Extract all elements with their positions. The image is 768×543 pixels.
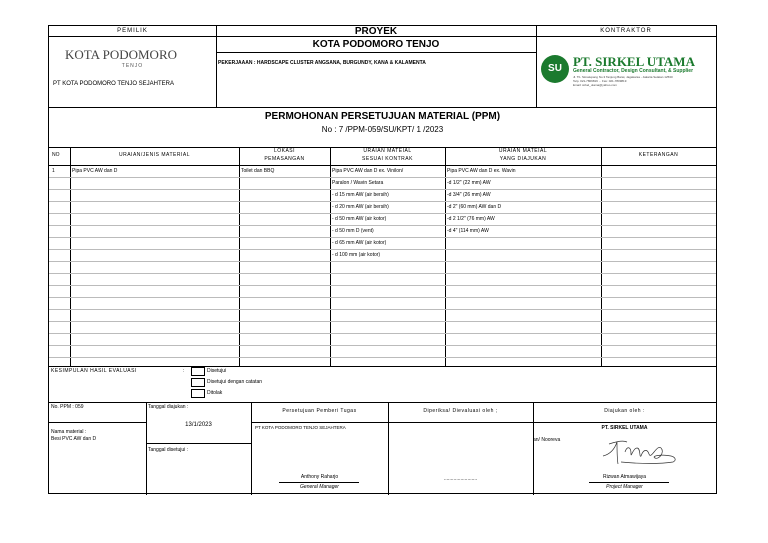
date-approved-label: Tanggal disetujui : bbox=[148, 447, 189, 453]
col-kontrak-line2: SESUAI KONTRAK bbox=[362, 156, 413, 162]
row-line bbox=[49, 309, 716, 310]
ppm-number: No. PPM : 059 bbox=[51, 404, 84, 410]
col-no: NO bbox=[52, 152, 60, 158]
table-row-diajukan: Pipa PVC AW dan D ex. Wavin bbox=[447, 168, 516, 174]
row-line bbox=[49, 225, 716, 226]
header-vline-1 bbox=[216, 26, 217, 107]
row-line bbox=[49, 357, 716, 358]
submitter-name: Rizwan Atmawijaya bbox=[602, 474, 647, 480]
row-line bbox=[49, 213, 716, 214]
table-row-kontrak: Paralon / Wavin Setara bbox=[332, 180, 384, 186]
table-bottom bbox=[49, 366, 716, 367]
footer-sign-divider bbox=[251, 422, 716, 423]
project-divider bbox=[216, 52, 536, 53]
checkbox-disetujui[interactable] bbox=[191, 367, 205, 376]
form-title: PERMOHONAN PERSETUJUAN MATERIAL (PPM) bbox=[264, 111, 501, 122]
row-line bbox=[49, 249, 716, 250]
contractor-name: PT. SIRKEL UTAMA bbox=[573, 54, 695, 69]
row-line bbox=[49, 345, 716, 346]
option-disetujui-catatan: Disetujui dengan catatan bbox=[207, 379, 263, 385]
option-ditolak: Ditolak bbox=[207, 390, 223, 396]
contractor-logo-mark: SU bbox=[548, 63, 562, 74]
table-row-kontrak: - d 15 mm AW (air bersih) bbox=[332, 192, 389, 198]
submitter-company: PT. SIRKEL UTAMA bbox=[601, 425, 648, 431]
table-row-kontrak: - d 50 mm D (vent) bbox=[332, 228, 374, 234]
footer-vline-4 bbox=[533, 402, 534, 495]
row-line bbox=[49, 333, 716, 334]
col-lokasi-line2: PEMASANGAN bbox=[264, 156, 305, 162]
contractor-email: Email: sirkel_utama@yahoo.com bbox=[573, 83, 617, 87]
table-row-kontrak: Pipa PVC AW dan D ex. Vinilon/ bbox=[332, 168, 404, 174]
col-diajukan-line1: URAIAN MATEIAL bbox=[498, 148, 548, 154]
material-value: Besi PVC AW dan D bbox=[51, 436, 97, 442]
table-row-kontrak: - d 100 mm (air kotor) bbox=[332, 252, 381, 258]
form-number: No : 7 /PPM-059/SU/KPT/ 1 /2023 bbox=[321, 125, 444, 134]
approver-title: General Manager bbox=[300, 484, 339, 490]
footer-vline-1 bbox=[146, 402, 147, 495]
col-lokasi-line1: LOKASI bbox=[273, 148, 296, 154]
col-diajukan-line2: YANG DIAJUKAN bbox=[499, 156, 547, 162]
evaluation-label: KESIMPULAN HASIL EVALUASI bbox=[51, 368, 137, 374]
contractor-address: Jl. Tb. Simatupang No.3 Tanjung Barat, Jagakarsa - Jakarta Selatan 12530 bbox=[573, 75, 673, 79]
date-submitted: 13/1/2023 bbox=[185, 422, 212, 428]
material-label: Nama material : bbox=[51, 429, 87, 435]
row-line bbox=[49, 261, 716, 262]
row-line bbox=[49, 321, 716, 322]
table-header-divider bbox=[49, 165, 716, 166]
checker-label: Diperiksa/ Dievaluasi oleh ; bbox=[423, 408, 498, 414]
submitter-title: Project Manager bbox=[606, 484, 643, 490]
contractor-tagline: General Contractor, Design Consultant, & Supplier bbox=[573, 68, 694, 74]
row-line bbox=[49, 285, 716, 286]
submitter-sign-line bbox=[589, 482, 669, 483]
row-line bbox=[49, 273, 716, 274]
contractor-label: KONTRAKTOR bbox=[600, 28, 652, 34]
project-name: KOTA PODOMORO TENJO bbox=[312, 39, 440, 50]
ppm-form bbox=[48, 25, 717, 494]
table-row-kontrak: - d 50 mm AW (air kotor) bbox=[332, 216, 387, 222]
checkbox-ditolak[interactable] bbox=[191, 389, 205, 398]
checkbox-disetujui-catatan[interactable] bbox=[191, 378, 205, 387]
header-bottom bbox=[49, 107, 716, 108]
footer-vline-2 bbox=[251, 402, 252, 495]
table-row-diajukan: -d 2" (60 mm) AW dan D bbox=[447, 204, 502, 210]
table-row-uraian: Pipa PVC AW dan D bbox=[72, 168, 118, 174]
owner-company: PT KOTA PODOMORO TENJO SEJAHTERA bbox=[53, 81, 175, 87]
footer-left-divider bbox=[49, 422, 146, 423]
checker-side-note: an/ Nooreva bbox=[533, 437, 561, 443]
table-row-kontrak: - d 20 mm AW (air bersih) bbox=[332, 204, 389, 210]
approver-label: Persetujuan Pemberi Tugas bbox=[282, 408, 357, 414]
approver-name: Anthony Raharjo bbox=[300, 474, 339, 480]
row-line bbox=[49, 189, 716, 190]
project-label: PROYEK bbox=[354, 26, 398, 37]
row-line bbox=[49, 297, 716, 298]
col-uraian: URAIAN/JENIS MATERIAL bbox=[119, 152, 190, 158]
owner-logo: KOTA PODOMORO bbox=[65, 47, 177, 62]
work-description: PEKERJAAAN : HARDSCAPE CLUSTER ANGSANA, BURGUNDY, KANA & KALAMENTA bbox=[218, 60, 426, 66]
col-keterangan: KETERANGAN bbox=[638, 152, 679, 158]
table-row-diajukan: -d 3/4" (26 mm) AW bbox=[447, 192, 491, 198]
contractor-phone: Telp. 021-7809819 ... Fax: 021-7809819 bbox=[573, 79, 627, 83]
contractor-logo-icon bbox=[541, 55, 569, 83]
table-row-diajukan: -d 2 1/2" (76 mm) AW bbox=[447, 216, 495, 222]
submitter-label: Diajukan oleh : bbox=[604, 408, 645, 414]
table-row-no: 1 bbox=[52, 168, 55, 174]
evaluation-colon: : bbox=[183, 368, 185, 374]
owner-logo-sub: TENJO bbox=[121, 63, 144, 69]
checker-dots: ........................ bbox=[443, 476, 478, 482]
signature-image bbox=[601, 434, 681, 468]
row-line bbox=[49, 237, 716, 238]
table-row-kontrak: - d 65 mm AW (air kotor) bbox=[332, 240, 387, 246]
date-submitted-label: Tanggal diajukan : bbox=[148, 404, 189, 410]
approver-sign-line bbox=[279, 482, 359, 483]
approver-company: PT KOTA PODOMORO TENJO SEJAHTERA bbox=[255, 425, 346, 430]
footer-top bbox=[49, 402, 716, 403]
table-row-diajukan: -d 1/2" (22 mm) AW bbox=[447, 180, 491, 186]
header-vline-2 bbox=[536, 26, 537, 107]
table-row-diajukan: -d 4" (114 mm) AW bbox=[447, 228, 489, 234]
col-kontrak-line1: URAIAN MATEIAL bbox=[363, 148, 412, 154]
footer-date-divider bbox=[146, 443, 251, 444]
option-disetujui: Disetujui bbox=[207, 368, 227, 374]
row-line bbox=[49, 177, 716, 178]
owner-label: PEMILIK bbox=[117, 28, 148, 34]
row-line bbox=[49, 201, 716, 202]
table-row-lokasi: Toilet dan BBQ bbox=[241, 168, 275, 174]
